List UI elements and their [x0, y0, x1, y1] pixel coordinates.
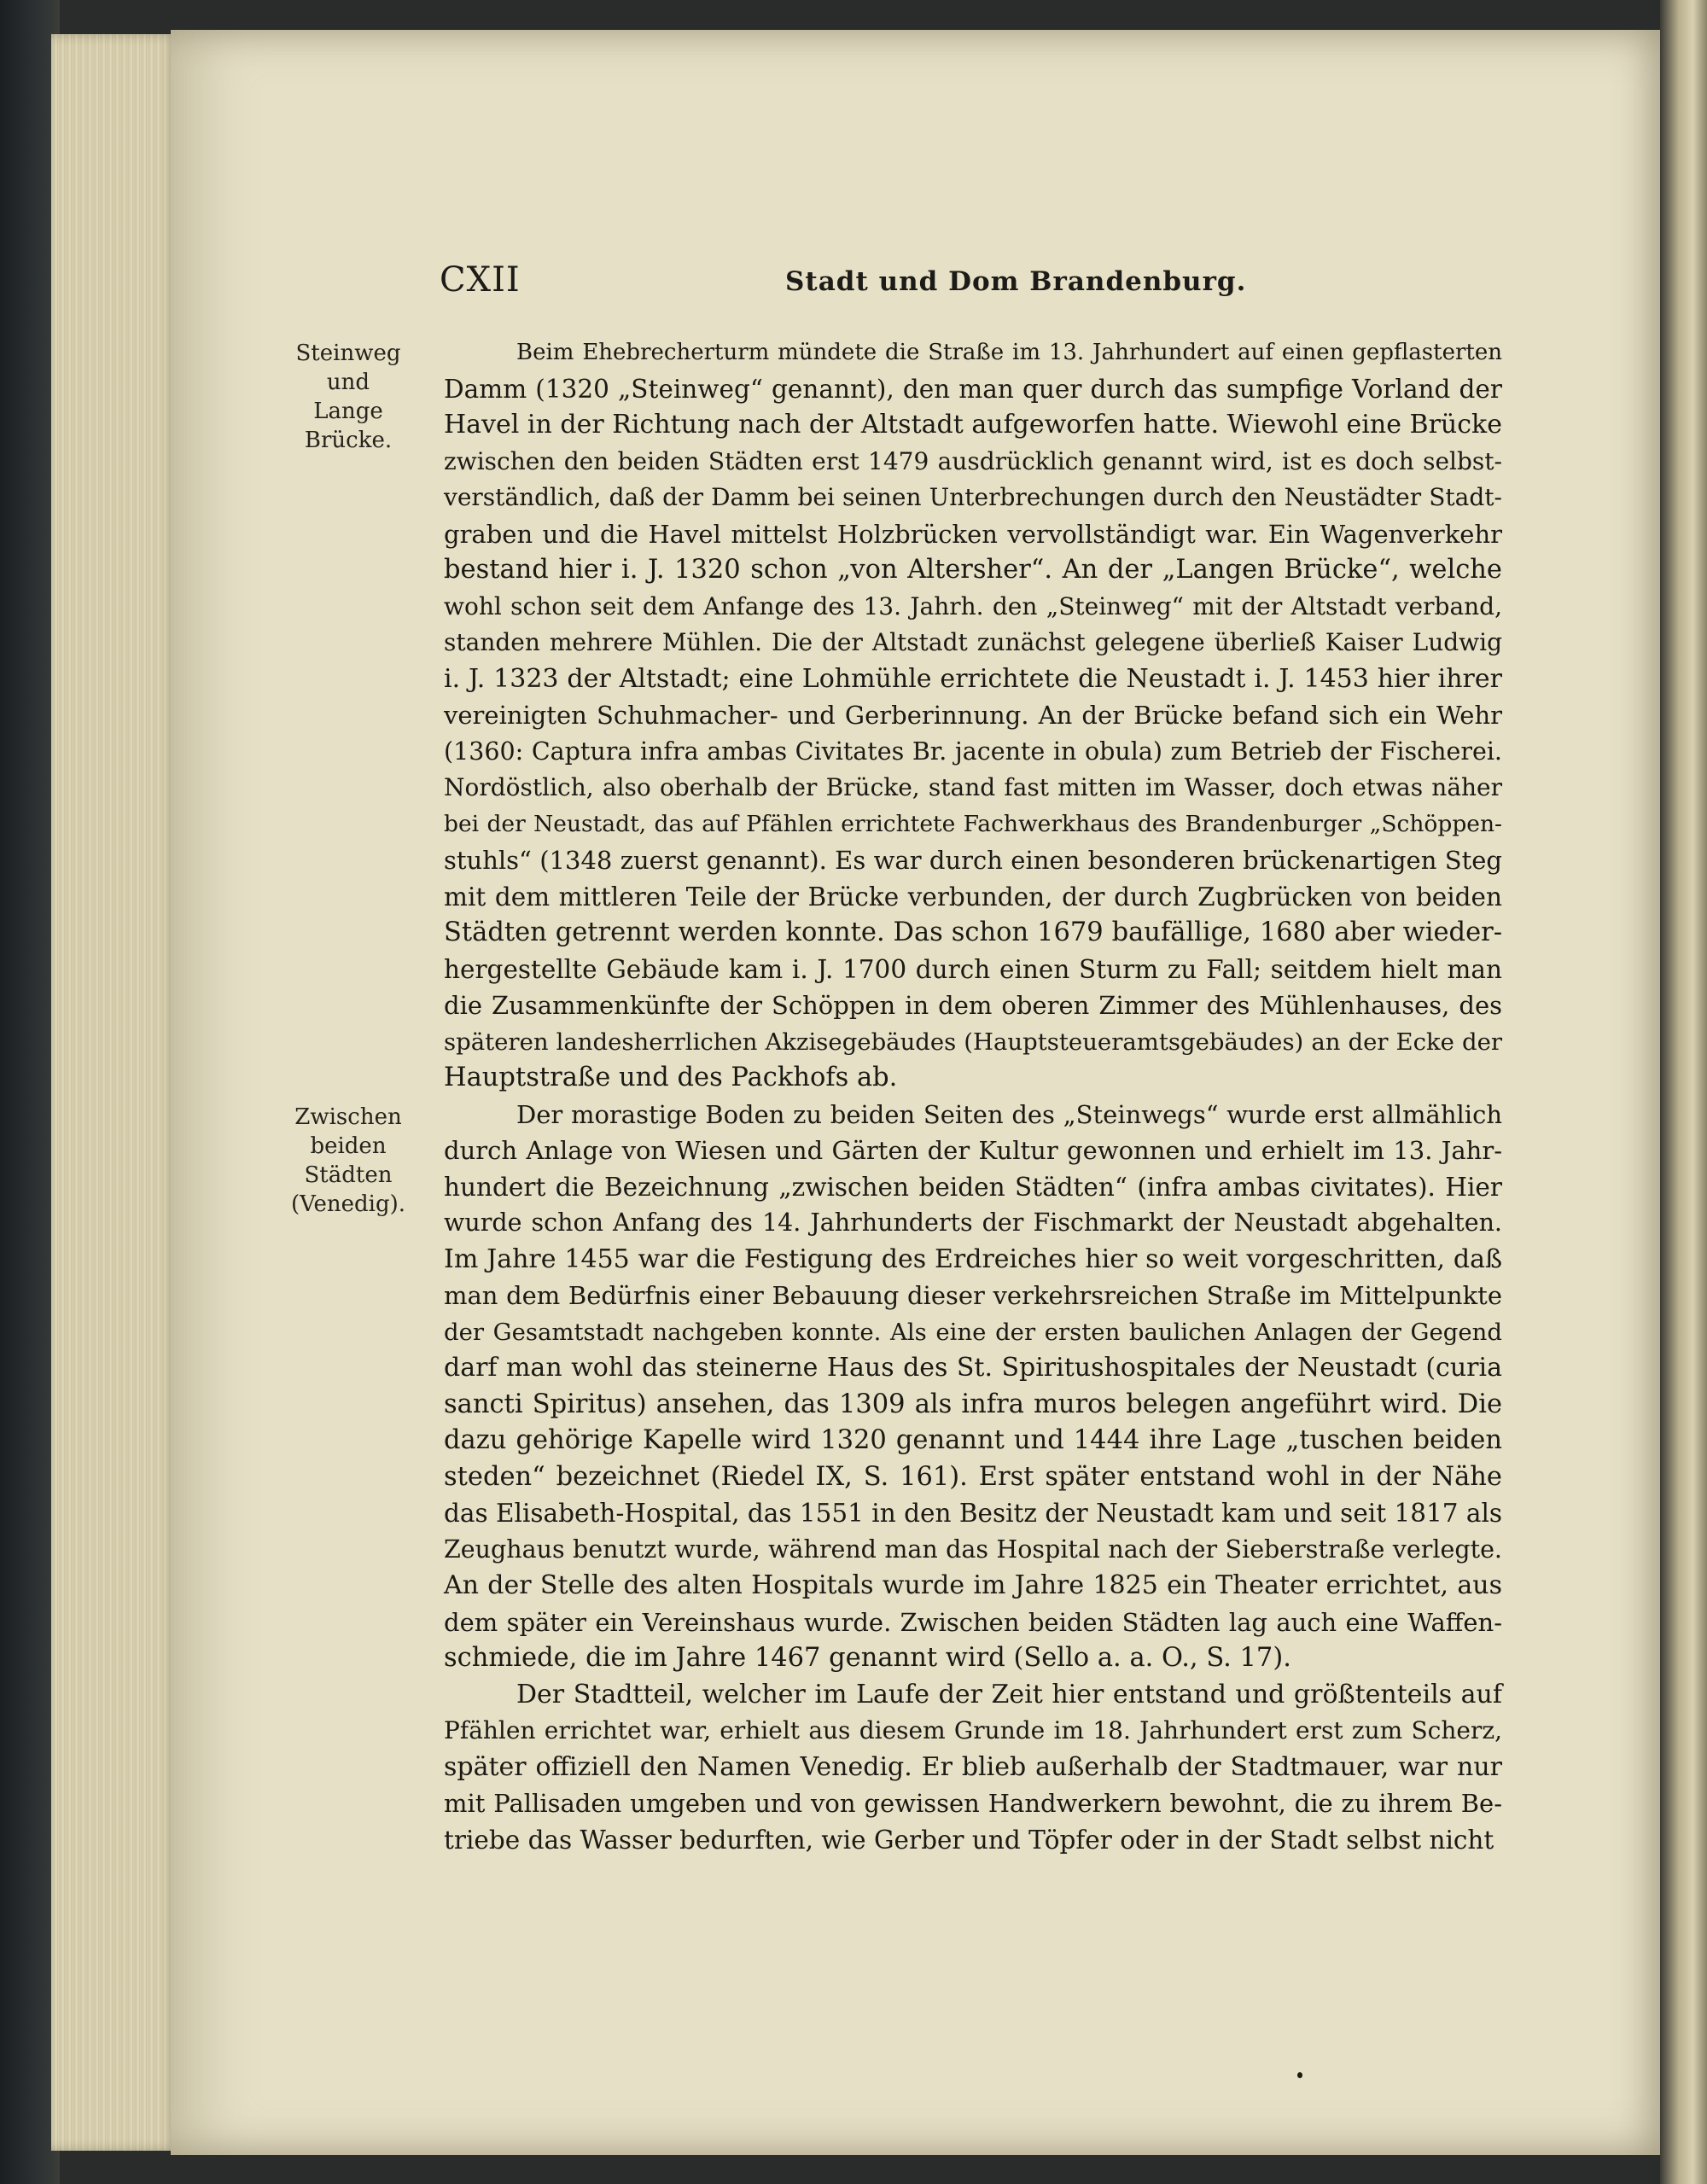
text-line: Zeughaus benutzt wurde, während man das Hospital nach der Sieberstraße verlegte. — [444, 1535, 1502, 1564]
text-line: dazu gehörige Kapelle wird 1320 genannt und 1444 ihre Lage „tuschen beiden — [444, 1425, 1502, 1455]
margin-note-line: Steinweg und — [295, 341, 401, 395]
margin-note-steinweg — [271, 339, 425, 455]
text-line: steden“ bezeichnet (Riedel IX, S. 161). Erst später entstand wohl in der Nähe — [444, 1461, 1502, 1492]
text-line: standen mehrere Mühlen. Die der Altstadt zunächst gelegene überließ Kaiser Ludwig — [444, 628, 1502, 656]
text-line: Beim Ehebrecherturm mündete die Straße im 13. Jahrhundert auf einen gepflasterten — [516, 340, 1502, 365]
page-number: CXII — [440, 260, 521, 300]
text-line: verständlich, daß der Damm bei seinen Unterbrechungen durch den Neustädter Stadt- — [444, 483, 1502, 511]
text-line: bestand hier i. J. 1320 schon „von Altersher“. An der „Langen Brücke“, welche — [444, 555, 1502, 585]
text-line: Der morastige Boden zu beiden Seiten des „Steinwegs“ wurde erst allmählich — [516, 1099, 1502, 1129]
text-line: wurde schon Anfang des 14. Jahrhunderts der Fischmarkt der Neustadt abgehalten. — [444, 1208, 1502, 1237]
text-line: Städten getrennt werden konnte. Das schon 1679 baufällige, 1680 aber wieder- — [444, 917, 1502, 947]
text-line: man dem Bedürfnis einer Bebauung dieser verkehrsreichen Straße im Mittelpunkte — [444, 1281, 1502, 1310]
text-line: dem später ein Vereinshaus wurde. Zwischen beiden Städten lag auch eine Waffen- — [444, 1607, 1502, 1637]
paragraph — [444, 1677, 1502, 1859]
text-line: triebe das Wasser bedurften, wie Gerber und Töpfer oder in der Stadt selbst nicht — [444, 1825, 1494, 1855]
text-line: der Gesamtstadt nachgeben konnte. Als eine der ersten baulichen Anlagen der Gegend — [444, 1318, 1502, 1346]
text-line: Havel in der Richtung nach der Altstadt aufgeworfen hatte. Wiewohl eine Brücke — [444, 410, 1502, 440]
text-line: später offiziell den Namen Venedig. Er blieb außerhalb der Stadtmauer, war nur — [444, 1751, 1502, 1782]
text-line: zwischen den beiden Städten erst 1479 ausdrücklich genannt wird, ist es doch selbst- — [444, 446, 1502, 475]
text-line: Der Stadtteil, welcher im Laufe der Zeit hier entstand und größtenteils auf — [516, 1679, 1502, 1709]
text-line: darf man wohl das steinerne Haus des St. Spiritushospitales der Neustadt (curia — [444, 1353, 1502, 1383]
text-line: die Zusammenkünfte der Schöppen in dem oberen Zimmer des Mühlenhauses, des — [444, 991, 1502, 1020]
text-line: sancti Spiritus) ansehen, das 1309 als infra muros belegen angeführt wird. Die — [444, 1389, 1502, 1419]
text-line: stuhls“ (1348 zuerst genannt). Es war durch einen besonderen brückenartigen Steg — [444, 846, 1502, 875]
text-line: schmiede, die im Jahre 1467 genannt wird (Sello a. a. O., S. 17). — [444, 1643, 1291, 1673]
text-line: hergestellte Gebäude kam i. J. 1700 durch einen Sturm zu Fall; seitdem hielt man — [444, 954, 1502, 984]
paragraph — [444, 335, 1502, 1097]
margin-note-line: Zwischen beiden — [294, 1104, 402, 1159]
text-line: hundert die Bezeichnung „zwischen beiden Städten“ (infra ambas civitates). Hier — [444, 1172, 1502, 1202]
text-line: Damm (1320 „Steinweg“ genannt), den man quer durch das sumpfige Vorland der — [444, 374, 1502, 404]
margin-note-line: (Venedig). — [290, 1191, 406, 1217]
text-line: wohl schon seit dem Anfange des 13. Jahrh. den „Steinweg“ mit der Altstadt verband, — [444, 591, 1502, 620]
page-stack-edge — [51, 34, 179, 2151]
text-line: Pfählen errichtet war, erhielt aus diesem Grunde im 18. Jahrhundert erst zum Scherz, — [444, 1716, 1502, 1744]
text-line: i. J. 1323 der Altstadt; eine Lohmühle errichtete die Neustadt i. J. 1453 hier ihrer — [444, 663, 1502, 694]
text-line: Nordöstlich, also oberhalb der Brücke, stand fast mitten im Wasser, doch etwas näher — [444, 773, 1502, 801]
text-line: das Elisabeth-Hospital, das 1551 in den Besitz der Neustadt kam und seit 1817 als — [444, 1499, 1503, 1528]
text-line: mit Pallisaden umgeben und von gewissen Handwerkern bewohnt, die zu ihrem Be- — [444, 1789, 1502, 1818]
text-line: graben und die Havel mittelst Holzbrücken vervollständigt war. Ein Wagenverkehr — [444, 519, 1502, 549]
text-line: späteren landesherrlichen Akzisegebäudes (Hauptsteueramtsgebäudes) an der Ecke der — [444, 1028, 1502, 1056]
text-line: bei der Neustadt, das auf Pfählen errichtete Fachwerkhaus des Brandenburger „Schöppen- — [444, 810, 1502, 837]
text-line: An der Stelle des alten Hospitals wurde im Jahre 1825 ein Theater errichtet, aus — [444, 1570, 1502, 1600]
text-line: mit dem mittleren Teile der Brücke verbunden, der durch Zugbrücken von beiden — [444, 882, 1502, 911]
margin-note-line: Städten — [304, 1162, 393, 1188]
ink-speck — [1297, 2072, 1302, 2078]
body-text — [444, 335, 1502, 1858]
margin-note-line: Lange Brücke. — [304, 399, 393, 453]
text-line: Hauptstraße und des Packhofs ab. — [444, 1063, 898, 1092]
text-line: vereinigten Schuhmacher- und Gerberinnung. An der Brücke befand sich ein Wehr — [444, 701, 1502, 730]
running-head: Stadt und Dom Brandenburg. — [785, 266, 1247, 297]
margin-note-venedig — [271, 1103, 425, 1219]
text-line: (1360: Captura infra ambas Civitates Br. jacente in obula) zum Betrieb der Fischerei. — [444, 737, 1502, 766]
text-line: Im Jahre 1455 war die Festigung des Erdreiches hier so weit vorgeschritten, daß — [444, 1243, 1502, 1274]
book-binding-right — [1660, 0, 1707, 2184]
paragraph — [444, 1097, 1502, 1677]
text-line: durch Anlage von Wiesen und Gärten der Kultur gewonnen und erhielt im 13. Jahr- — [444, 1136, 1502, 1165]
